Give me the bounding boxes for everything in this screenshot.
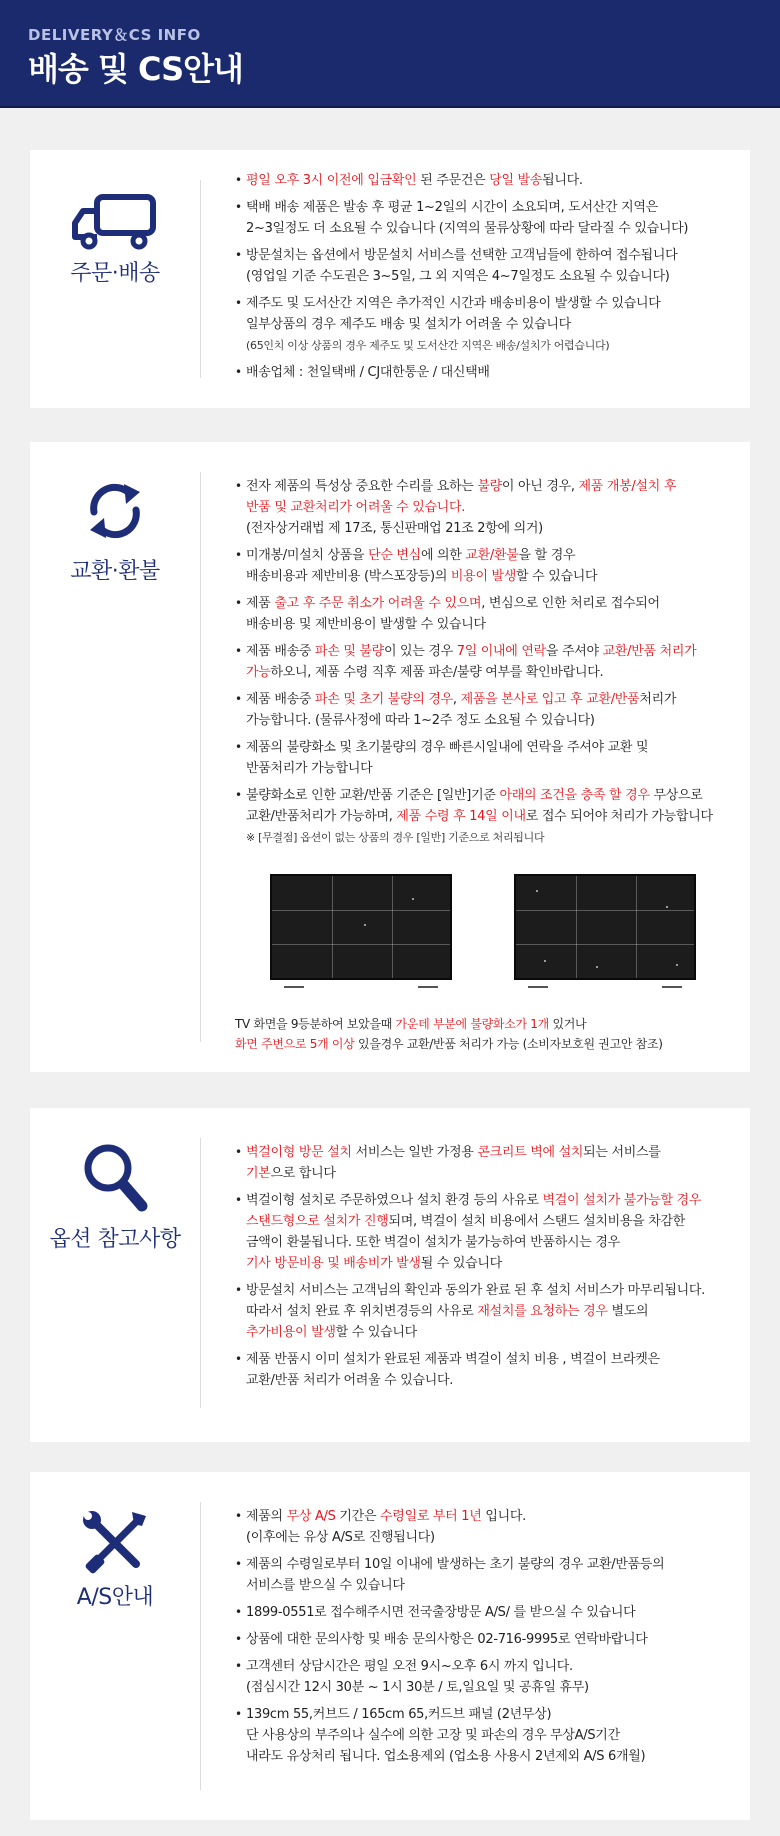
text-segment: 됩니다. [542, 173, 583, 188]
pixel-criteria-caption [235, 1014, 663, 1054]
text-line [246, 1190, 736, 1211]
text-line [246, 1322, 736, 1343]
text-line [246, 1602, 736, 1623]
tv-image-right [514, 874, 696, 992]
section-label: 옵션 참고사항 [49, 1227, 181, 1252]
text-line [246, 476, 736, 497]
text-line [235, 1014, 663, 1034]
highlight-text: 출고 후 주문 취소가 어려울 수 있으며 [274, 596, 482, 611]
text-segment: (점심시간 12시 30분 ~ 1시 30분 / 토,일요일 및 공휴일 휴무) [246, 1680, 589, 1695]
text-segment: 서비스는 일반 가정용 [351, 1145, 478, 1160]
text-segment: 배송비용과 제반비용 (박스포장등)의 [246, 569, 451, 584]
text-line [246, 1554, 736, 1575]
text-line [246, 1163, 736, 1184]
dead-pixel-illustration [270, 874, 730, 1004]
text-line [246, 737, 736, 758]
highlight-text: 불량 [477, 479, 502, 494]
text-segment: , 변심으로 인한 처리로 접수되어 [481, 596, 660, 611]
divider [200, 1502, 201, 1790]
text-segment: 제품의 수령일로부터 10일 이내에 발생하는 초기 불량의 경우 교환/반품등의 [246, 1557, 665, 1572]
text-segment: 이 있는 경우 [383, 644, 457, 659]
text-segment: 에 의한 [420, 548, 466, 563]
text-segment: 입니다. [481, 1509, 526, 1524]
highlight-text: 벽걸이 설치가 불가능할 경우 [542, 1193, 702, 1208]
text-line [246, 1746, 736, 1767]
text-line [246, 218, 736, 239]
text-line [246, 1629, 736, 1650]
list-item [235, 1142, 736, 1184]
text-segment: 상품에 대한 문의사항 및 배송 문의사항은 02-716-9995로 연락바랍니다 [246, 1632, 648, 1647]
highlight-text: 파손 및 초기 불량의 경우 [314, 692, 453, 707]
list-item [235, 737, 736, 779]
text-line [246, 518, 736, 539]
text-line [246, 593, 736, 614]
divider [200, 1138, 201, 1408]
tools-icon [65, 1508, 165, 1578]
text-line [246, 245, 736, 266]
list-item [235, 785, 736, 848]
footnote: ※ [무결점] 옵션이 없는 상품의 경우 [일반] 기준으로 처리됩니다 [246, 831, 545, 844]
list-item [235, 476, 736, 539]
list-item [235, 293, 736, 356]
text-segment: 을 주셔야 [545, 644, 603, 659]
highlight-text: 제품 개봉/설치 후 [578, 479, 677, 494]
text-segment: 무상으로 [649, 788, 703, 803]
text-segment: 처리가 [639, 692, 677, 707]
text-segment: (이후에는 유상 A/S로 진행됩니다) [246, 1530, 435, 1545]
text-line [246, 758, 736, 779]
list-item [235, 1506, 736, 1548]
text-segment: 교환/반품처리가 가능하며, [246, 809, 397, 824]
text-segment: 될 수 있습니다 [420, 1256, 502, 1271]
section-option-notes [30, 1108, 750, 1442]
page-header [0, 0, 780, 108]
list-item [235, 1190, 736, 1274]
text-line [246, 1349, 736, 1370]
list-item [235, 1629, 736, 1650]
section-label: 교환·환불 [70, 559, 160, 584]
divider [200, 472, 201, 1042]
text-line [246, 806, 736, 827]
text-segment: 제품의 [246, 1509, 287, 1524]
text-line [246, 689, 736, 710]
text-segment: , [452, 692, 461, 707]
text-line [246, 1232, 736, 1253]
text-segment: 교환/반품 처리가 어려울 수 있습니다. [246, 1373, 454, 1388]
text-segment: (영업일 기준 수도권은 3~5일, 그 외 지역은 4~7일정도 소요될 수 있습니다) [246, 269, 670, 284]
text-segment: 미개봉/미설치 상품을 [246, 548, 369, 563]
highlight-text: 스탠드형으로 설치가 진행 [246, 1214, 389, 1229]
highlight-text: 추가비용이 발생 [246, 1325, 336, 1340]
text-segment: 으로 합니다 [270, 1166, 336, 1181]
text-segment: 할 수 있습니다 [516, 569, 598, 584]
text-line [246, 497, 736, 518]
text-segment: 제품의 불량화소 및 초기불량의 경우 빠른시일내에 연락을 주셔야 교환 및 [246, 740, 649, 755]
list-item [235, 197, 736, 239]
text-line [246, 785, 736, 806]
text-line [246, 1211, 736, 1232]
text-segment: 제품 배송중 [246, 692, 315, 707]
text-line [246, 1725, 736, 1746]
info-list [235, 1506, 736, 1773]
highlight-text: 기본 [246, 1166, 271, 1181]
text-line [246, 1527, 736, 1548]
list-item [235, 245, 736, 287]
list-item [235, 1602, 736, 1623]
text-segment: (전자상거래법 제 17조, 통신판매업 21조 2항에 의거) [246, 521, 543, 536]
text-segment: 제품 반품시 이미 설치가 완료된 제품과 벽걸이 설치 비용 , 벽걸이 브라켓은 [246, 1352, 660, 1367]
page-title: 배송 및 CS안내 [28, 50, 243, 88]
highlight-text: 아래의 조건을 충족 할 경우 [499, 788, 650, 803]
text-line [246, 1370, 736, 1391]
info-list [235, 476, 736, 854]
list-item [235, 545, 736, 587]
text-line [246, 1677, 736, 1698]
text-segment: 로 접수 되어야 처리가 가능합니다 [525, 809, 713, 824]
text-segment: 되며, 벽걸이 설치 비용에서 스탠드 설치비용을 차감한 [388, 1214, 686, 1229]
text-segment: 반품처리가 가능합니다 [246, 761, 373, 776]
text-segment: 불량화소로 인한 교환/반품 기준은 [일반]기준 [246, 788, 500, 803]
text-segment: 있거나 [548, 1017, 587, 1031]
text-segment: 벽걸이형 설치로 주문하였으나 설치 환경 등의 사유로 [246, 1193, 543, 1208]
text-segment: 되는 서비스를 [583, 1145, 661, 1160]
text-line [246, 1253, 736, 1274]
text-segment: 따라서 설치 완료 후 위치변경등의 사유로 [246, 1304, 478, 1319]
text-line [246, 197, 736, 218]
text-line [246, 662, 736, 683]
highlight-text: 수령일로 부터 1년 [380, 1509, 482, 1524]
text-line [246, 170, 736, 191]
list-item [235, 1554, 736, 1596]
text-segment: 일부상품의 경우 제주도 배송 및 설치가 어려울 수 있습니다 [246, 317, 571, 332]
text-segment: 전자 제품의 특성상 중요한 수리를 요하는 [246, 479, 478, 494]
highlight-text: 가능 [246, 665, 271, 680]
text-segment: 배송비용 및 제반비용이 발생할 수 있습니다 [246, 617, 486, 632]
highlight-text: 비용이 발생 [450, 569, 517, 584]
text-segment: 제품 배송중 [246, 644, 315, 659]
list-item [235, 689, 736, 731]
highlight-text: 제품 수령 후 14일 이내 [396, 809, 526, 824]
section-as-info [30, 1472, 750, 1820]
text-segment: 방문설치는 옵션에서 방문설치 서비스를 선택한 고객님들에 한하여 접수됩니다 [246, 248, 678, 263]
highlight-text: 단순 변심 [368, 548, 421, 563]
text-segment: 내라도 유상처리 됩니다. 업소용제외 (업소용 사용시 2년제외 A/S 6개월) [246, 1749, 646, 1764]
highlight-text: 평일 오후 3시 이전에 입금확인 [246, 173, 417, 188]
highlight-text: 기사 방문비용 및 배송비가 발생 [246, 1256, 421, 1271]
list-item [235, 1280, 736, 1343]
text-line [246, 710, 736, 731]
text-segment: 금액이 환불됩니다. 또한 벽걸이 설치가 불가능하여 반품하시는 경우 [246, 1235, 620, 1250]
text-line [246, 614, 736, 635]
highlight-text: 콘크리트 벽에 설치 [477, 1145, 584, 1160]
text-segment: 방문설치 서비스는 고객님의 확인과 동의가 완료 된 후 설치 서비스가 마무리됩니다. [246, 1283, 705, 1298]
text-segment: 택배 배송 제품은 발송 후 평균 1~2일의 시간이 소요되며, 도서산간 지역은 [246, 200, 658, 215]
text-line [246, 545, 736, 566]
text-segment: 가능합니다. (물류사정에 따라 1~2주 정도 소요될 수 있습니다) [246, 713, 595, 728]
footnote: (65인치 이상 상품의 경우 제주도 및 도서산간 지역은 배송/설치가 어렵습니다) [246, 339, 610, 352]
list-item [235, 170, 736, 191]
header-subtitle: DELIVERY＆CS INFO [28, 26, 201, 44]
divider [200, 180, 201, 378]
list-item [235, 362, 736, 383]
text-segment: 할 수 있습니다 [335, 1325, 417, 1340]
highlight-text: 파손 및 불량 [314, 644, 384, 659]
highlight-text: 당일 발송 [489, 173, 543, 188]
text-line [246, 1280, 736, 1301]
text-segment: 이 아닌 경우, [501, 479, 579, 494]
info-list [235, 1142, 736, 1397]
text-segment: 서비스를 받으실 수 있습니다 [246, 1578, 405, 1593]
text-line [246, 1301, 736, 1322]
text-line [246, 266, 736, 287]
section-exchange-refund [30, 442, 750, 1072]
text-line [246, 1142, 736, 1163]
text-segment: 139cm 55,커브드 / 165cm 65,커드브 패널 (2년무상) [246, 1707, 552, 1722]
list-item [235, 593, 736, 635]
highlight-text: 7일 이내에 연락 [456, 644, 546, 659]
text-segment: 하오니, 제품 수령 직후 제품 파손/불량 여부를 확인바랍니다. [270, 665, 604, 680]
text-segment: 을 할 경우 [518, 548, 576, 563]
text-segment: 2~3일정도 더 소요될 수 있습니다 (지역의 물류상황에 따라 달라질 수 있습니다) [246, 221, 689, 236]
highlight-text: 교환/환불 [465, 548, 519, 563]
text-segment: 제품 [246, 596, 275, 611]
text-segment: 제주도 및 도서산간 지역은 추가적인 시간과 배송비용이 발생할 수 있습니다 [246, 296, 661, 311]
text-line [246, 1506, 736, 1527]
text-segment: 별도의 [607, 1304, 649, 1319]
text-segment: 고객센터 상담시간은 평일 오전 9시~오후 6시 까지 입니다. [246, 1659, 573, 1674]
highlight-text: 교환/반품 처리가 [602, 644, 697, 659]
text-line [246, 1704, 736, 1725]
text-line [246, 1575, 736, 1596]
text-segment: 된 주문건은 [416, 173, 490, 188]
list-item [235, 1656, 736, 1698]
highlight-text: 벽걸이형 방문 설치 [246, 1145, 352, 1160]
text-line [246, 641, 736, 662]
text-line [246, 293, 736, 314]
magnifier-icon [65, 1142, 165, 1212]
delivery-truck-icon [65, 188, 165, 258]
highlight-text: 무상 A/S [286, 1509, 336, 1524]
list-item [235, 641, 736, 683]
text-segment: 있을경우 교환/반품 처리가 가능 (소비자보호원 권고안 참조) [354, 1037, 663, 1051]
text-line [246, 566, 736, 587]
list-item [235, 1704, 736, 1767]
list-item [235, 1349, 736, 1391]
text-line [246, 314, 736, 335]
text-segment: 배송업체 : 천일택배 / CJ대한통운 / 대신택배 [246, 365, 490, 380]
info-list [235, 170, 736, 389]
exchange-arrows-icon [65, 476, 165, 546]
text-line [235, 1034, 663, 1054]
highlight-text: 제품을 본사로 입고 후 교환/반품 [460, 692, 640, 707]
section-label: 주문·배송 [70, 261, 160, 286]
tv-image-left [270, 874, 452, 992]
highlight-text: 화면 주변으로 5개 이상 [235, 1037, 355, 1051]
text-segment: 기간은 [335, 1509, 381, 1524]
text-segment: TV 화면을 9등분하여 보았을때 [235, 1017, 396, 1031]
highlight-text: 재설치를 요청하는 경우 [477, 1304, 608, 1319]
text-line [246, 362, 736, 383]
text-segment: 단 사용상의 부주의나 실수에 의한 고장 및 파손의 경우 무상A/S기간 [246, 1728, 620, 1743]
section-order-delivery [30, 150, 750, 408]
section-label: A/S안내 [76, 1585, 154, 1610]
text-line [246, 1656, 736, 1677]
highlight-text: 반품 및 교환처리가 어려울 수 있습니다. [246, 500, 466, 515]
text-segment: 1899-0551로 접수해주시면 전국출장방문 A/S/ 를 받으실 수 있습니다 [246, 1605, 636, 1620]
highlight-text: 가운데 부분에 불량화소가 1개 [395, 1017, 549, 1031]
